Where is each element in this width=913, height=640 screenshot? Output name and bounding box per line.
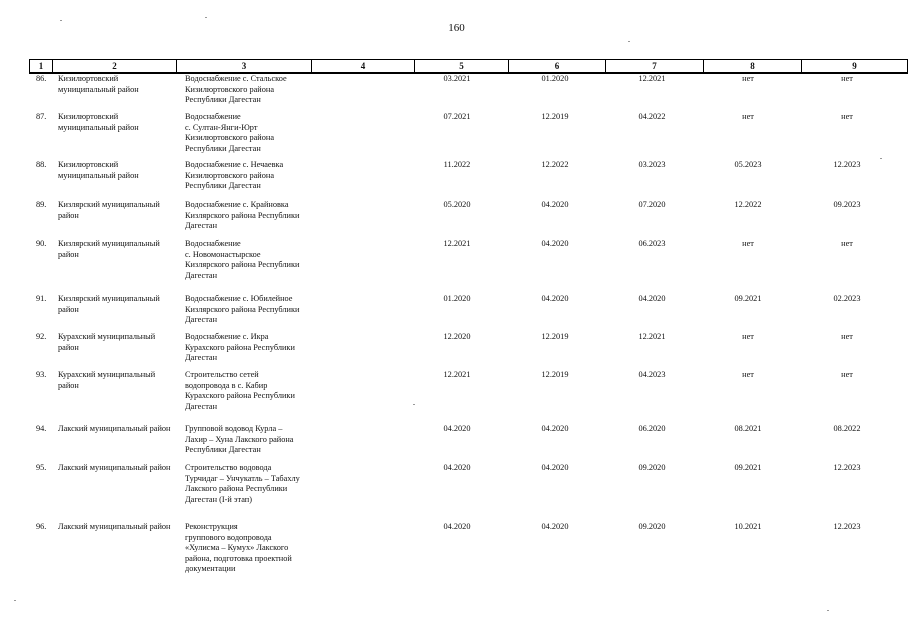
object-name-cell-line: района, подготовка проектной — [185, 553, 292, 563]
header-cell-7: 7 — [605, 60, 703, 72]
row-number: 96. — [36, 522, 47, 531]
object-name-cell-line: Курахского района Республики — [185, 342, 295, 352]
object-name-cell-line: водопровода в с. Кабир — [185, 380, 268, 390]
object-name-cell-line: Дагестан — [185, 270, 218, 280]
col5-date: 12.2020 — [443, 332, 471, 341]
scan-speck — [880, 158, 882, 159]
district-cell — [58, 522, 180, 533]
object-name-cell-line: Республики Дагестан — [185, 445, 261, 455]
object-name-cell-line: Кизлярского района Республики — [185, 260, 300, 270]
district-cell — [58, 160, 180, 181]
row-number: 90. — [36, 239, 47, 248]
object-name-cell-line: Водоснабжение с. Стальское — [185, 74, 287, 83]
district-cell — [58, 370, 180, 391]
col7-date: 09.2020 — [638, 522, 666, 531]
col6-date: 04.2020 — [541, 294, 569, 303]
row-number: 93. — [36, 370, 47, 379]
col5-date: 12.2021 — [443, 370, 471, 379]
header-cell-3: 3 — [176, 60, 311, 72]
object-name-cell-line: Курахского района Республики — [185, 391, 295, 401]
district-cell-line: муниципальный район — [58, 170, 139, 180]
district-cell-line: Кизилюртовский — [58, 74, 119, 83]
col7-date: 12.2021 — [638, 332, 666, 341]
object-name-cell-line: с. Султан-Янги-Юрт — [185, 122, 258, 132]
object-name-cell-line: Лахир – Хуна Лакского района — [185, 434, 294, 444]
col8-value: 09.2021 — [734, 294, 762, 303]
col6-date: 12.2019 — [541, 332, 569, 341]
object-name-cell-line: Водоснабжение с. Нечаевка — [185, 160, 284, 169]
col9-value: 08.2022 — [833, 424, 861, 433]
col8-value: нет — [742, 370, 754, 379]
object-name-cell-line: Водоснабжение — [185, 112, 241, 121]
row-number: 91. — [36, 294, 47, 303]
district-cell — [58, 332, 180, 353]
col9-value: нет — [841, 370, 853, 379]
object-name-cell-line: Кизилюртовского района — [185, 133, 275, 143]
object-name-cell-line: Лакского района Республики — [185, 484, 288, 494]
object-name-cell — [185, 370, 320, 412]
district-cell-line: район — [58, 210, 79, 220]
col6-date: 12.2022 — [541, 160, 569, 169]
object-name-cell — [185, 424, 320, 456]
col8-value: 12.2022 — [734, 200, 762, 209]
col8-value: 08.2021 — [734, 424, 762, 433]
col7-date: 12.2021 — [638, 74, 666, 83]
object-name-cell-line: Водоснабжение с. Икра — [185, 332, 269, 341]
col8-value: нет — [742, 332, 754, 341]
col7-date: 09.2020 — [638, 463, 666, 472]
header-cell-9: 9 — [801, 60, 907, 72]
object-name-cell-line: Турчидаг – Унчукатль – Табахлу — [185, 473, 300, 483]
col9-value: 02.2023 — [833, 294, 861, 303]
col6-date: 04.2020 — [541, 522, 569, 531]
object-name-cell-line: Дагестан — [185, 401, 218, 411]
district-cell-line: муниципальный район — [58, 84, 139, 94]
col5-date: 04.2020 — [443, 522, 471, 531]
col6-date: 04.2020 — [541, 463, 569, 472]
header-cell-1: 1 — [38, 61, 44, 71]
col7-date: 04.2023 — [638, 370, 666, 379]
object-name-cell — [185, 332, 320, 364]
object-name-cell-line: Водоснабжение с. Крайновка — [185, 200, 289, 209]
district-cell-line: Лакский муниципальный район — [58, 522, 171, 531]
district-cell-line: район — [58, 249, 79, 259]
col6-date: 04.2020 — [541, 239, 569, 248]
object-name-cell-line: Республики Дагестан — [185, 181, 261, 191]
object-name-cell — [185, 239, 320, 281]
object-name-cell — [185, 200, 320, 232]
object-name-cell-line: Водоснабжение с. Юбилейное — [185, 294, 293, 303]
header-cell-4: 4 — [311, 60, 414, 72]
col9-value: 12.2023 — [833, 160, 861, 169]
district-cell — [58, 112, 180, 133]
object-name-cell-line: документации — [185, 564, 236, 574]
object-name-cell-line: группового водопровода — [185, 532, 272, 542]
object-name-cell — [185, 463, 320, 505]
object-name-cell-line: Республики Дагестан — [185, 143, 261, 153]
header-cell-2: 2 — [52, 60, 176, 72]
col5-date: 01.2020 — [443, 294, 471, 303]
object-name-cell-line: Водоснабжение — [185, 239, 241, 248]
row-number: 86. — [36, 74, 47, 83]
object-name-cell-line: Дагестан (I-й этап) — [185, 494, 252, 504]
col9-value: нет — [841, 74, 853, 83]
row-number: 94. — [36, 424, 47, 433]
col9-value: нет — [841, 332, 853, 341]
district-cell-line: Кизлярский муниципальный — [58, 200, 160, 209]
page-number: 160 — [448, 22, 465, 34]
object-name-cell-line: Республики Дагестан — [185, 95, 261, 105]
col7-date: 07.2020 — [638, 200, 666, 209]
scan-speck — [205, 17, 207, 18]
scan-speck — [413, 404, 415, 405]
col7-date: 06.2023 — [638, 239, 666, 248]
col5-date: 04.2020 — [443, 424, 471, 433]
object-name-cell — [185, 74, 320, 106]
scan-speck — [628, 41, 630, 42]
district-cell-line: район — [58, 380, 79, 390]
col6-date: 04.2020 — [541, 200, 569, 209]
col5-date: 11.2022 — [443, 160, 471, 169]
district-cell — [58, 424, 180, 435]
object-name-cell-line: Кизлярского района Республики — [185, 304, 300, 314]
object-name-cell — [185, 294, 320, 326]
col8-value: нет — [742, 239, 754, 248]
col9-value: нет — [841, 112, 853, 121]
district-cell-line: Кизлярский муниципальный — [58, 294, 160, 303]
scan-speck — [14, 600, 16, 601]
col8-value: нет — [742, 112, 754, 121]
col7-date: 04.2022 — [638, 112, 666, 121]
district-cell-line: Курахский муниципальный — [58, 370, 156, 379]
district-cell-line: район — [58, 342, 79, 352]
object-name-cell-line: Кизлярского района Республики — [185, 210, 300, 220]
col5-date: 04.2020 — [443, 463, 471, 472]
scan-speck — [827, 610, 829, 611]
col5-date: 12.2021 — [443, 239, 471, 248]
district-cell-line: Лакский муниципальный район — [58, 463, 171, 472]
object-name-cell-line: Кизилюртовского района — [185, 84, 275, 94]
col7-date: 04.2020 — [638, 294, 666, 303]
col9-value: нет — [841, 239, 853, 248]
object-name-cell-line: Дагестан — [185, 315, 218, 325]
col7-date: 03.2023 — [638, 160, 666, 169]
col6-date: 01.2020 — [541, 74, 569, 83]
district-cell-line: Кизилюртовский — [58, 112, 119, 121]
col9-value: 09.2023 — [833, 200, 861, 209]
object-name-cell-line: Групповой водовод Курла – — [185, 424, 283, 433]
col6-date: 12.2019 — [541, 370, 569, 379]
col9-value: 12.2023 — [833, 522, 861, 531]
district-cell-line: район — [58, 304, 79, 314]
district-cell — [58, 294, 180, 315]
row-number: 87. — [36, 112, 47, 121]
col5-date: 03.2021 — [443, 74, 471, 83]
col8-value: нет — [742, 74, 754, 83]
col8-value: 09.2021 — [734, 463, 762, 472]
object-name-cell — [185, 160, 320, 192]
header-cell-6: 6 — [508, 60, 605, 72]
object-name-cell — [185, 522, 320, 575]
row-number: 89. — [36, 200, 47, 209]
district-cell-line: Кизлярский муниципальный — [58, 239, 160, 248]
object-name-cell-line: Строительство сетей — [185, 370, 259, 379]
district-cell-line: Курахский муниципальный — [58, 332, 156, 341]
col5-date: 07.2021 — [443, 112, 471, 121]
col9-value: 12.2023 — [833, 463, 861, 472]
col6-date: 12.2019 — [541, 112, 569, 121]
row-number: 95. — [36, 463, 47, 472]
header-cell-8: 8 — [703, 60, 801, 72]
district-cell — [58, 239, 180, 260]
object-name-cell-line: Дагестан — [185, 221, 218, 231]
district-cell-line: муниципальный район — [58, 122, 139, 132]
object-name-cell-line: Дагестан — [185, 353, 218, 363]
row-number: 92. — [36, 332, 47, 341]
object-name-cell-line: Кизилюртовского района — [185, 170, 275, 180]
col8-value: 10.2021 — [734, 522, 762, 531]
object-name-cell-line: «Хулисма – Кумух» Лакского — [185, 543, 289, 553]
scan-speck — [60, 20, 62, 21]
col5-date: 05.2020 — [443, 200, 471, 209]
object-name-cell — [185, 112, 320, 154]
object-name-cell-line: с. Новомонастырское — [185, 249, 261, 259]
district-cell-line: Кизилюртовский — [58, 160, 119, 169]
object-name-cell-line: Строительство водовода — [185, 463, 272, 472]
district-cell — [58, 463, 180, 474]
header-cell-5: 5 — [414, 60, 508, 72]
col8-value: 05.2023 — [734, 160, 762, 169]
object-name-cell-line: Реконструкция — [185, 522, 238, 531]
col7-date: 06.2020 — [638, 424, 666, 433]
district-cell-line: Лакский муниципальный район — [58, 424, 171, 433]
col6-date: 04.2020 — [541, 424, 569, 433]
district-cell — [58, 200, 180, 221]
district-cell — [58, 74, 180, 95]
row-number: 88. — [36, 160, 47, 169]
